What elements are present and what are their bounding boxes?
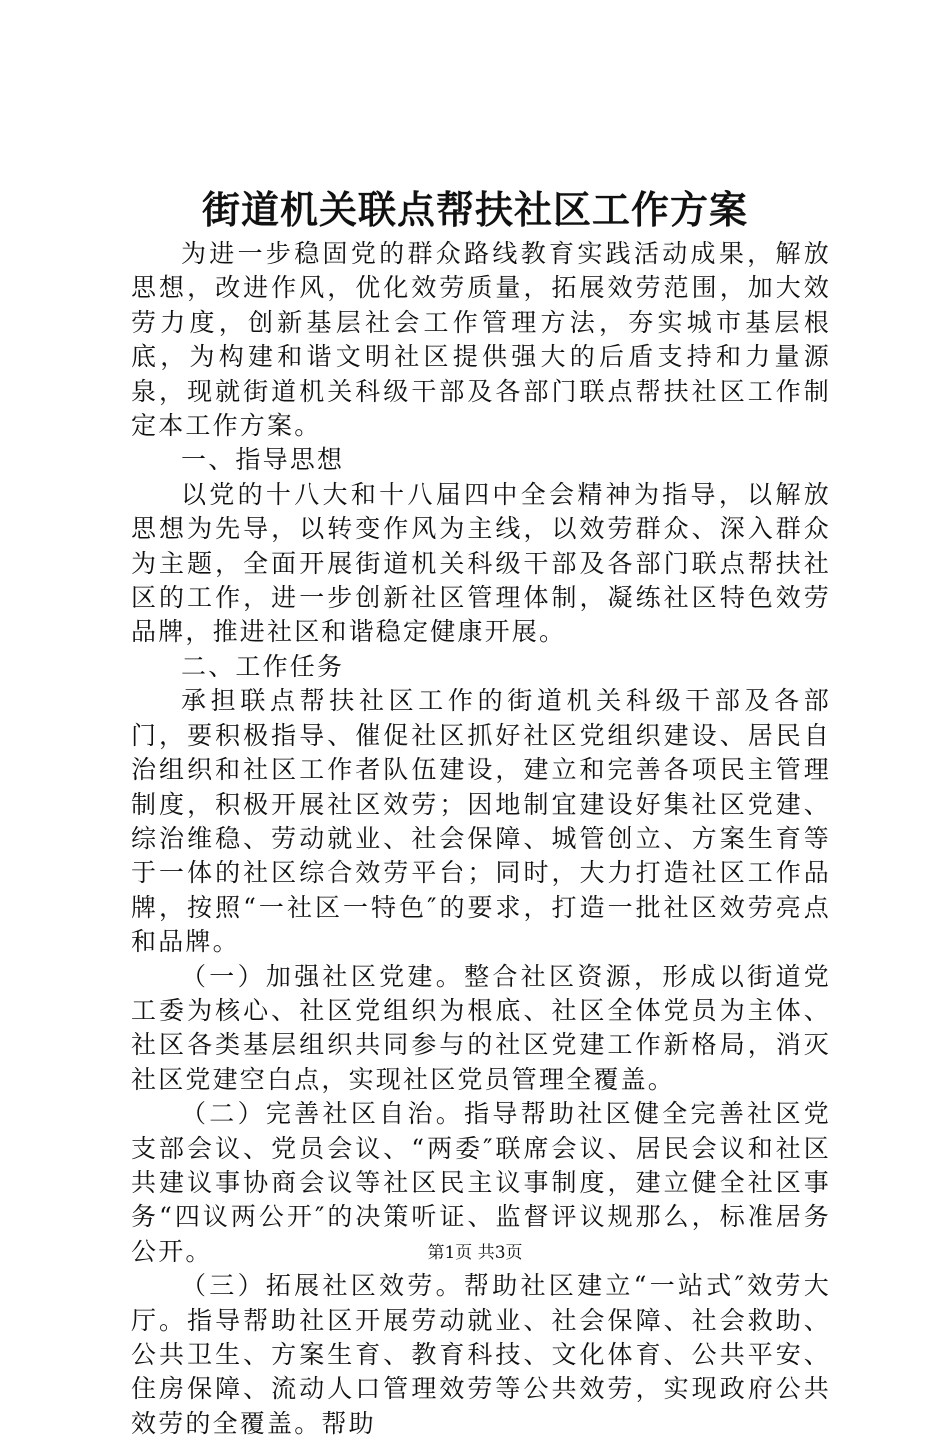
paragraph-community-service: （三）拓展社区效劳。帮助社区建立“一站式″效劳大厅。指导帮助社区开展劳动就业、社会保障、社会救助、公共卫生、方案生育、教育科技、文化体育、公共平安、住房保障、流动人口管理效劳等公共效劳，实现政府公共效劳的全覆盖。帮助 [131, 1271, 831, 1438]
page-title: 街道机关联点帮扶社区工作方案 [201, 187, 748, 232]
page-footer: 第1页 共3页 [427, 1243, 523, 1263]
paragraph-party-building: （一）加强社区党建。整合社区资源，形成以街道党工委为核心、社区党组织为根底、社区全体党员为主体、社区各类基层组织共同参与的社区党建工作新格局，消灭社区党建空白点，实现社区党员管理全覆盖。 [131, 961, 831, 1094]
paragraph-self-governance: （二）完善社区自治。指导帮助社区健全完善社区党支部会议、党员会议、“两委″联席会议、居民会议和社区共建议事协商会议等社区民主议事制度，建立健全社区事务“四议两公开″的决策听证、监督评议规那么，标准居务公开。 [131, 1099, 831, 1266]
paragraph-work-tasks: 承担联点帮扶社区工作的街道机关科级干部及各部门，要积极指导、催促社区抓好社区党组织建设、居民自治组织和社区工作者队伍建设，建立和完善各项民主管理制度，积极开展社区效劳；因地制宜建设好集社区党建、综治维稳、劳动就业、社会保障、城管创立、方案生育等于一体的社区综合效劳平台；同时，大力打造社区工作品牌，按照“一社区一特色″的要求，打造一批社区效劳亮点和品牌。 [131, 686, 831, 957]
section-heading-guiding-thought: 一、指导思想 [181, 445, 345, 475]
paragraph-intro: 为进一步稳固党的群众路线教育实践活动成果，解放思想，改进作风，优化效劳质量，拓展效劳范围，加大效劳力度，创新基层社会工作管理方法，夯实城市基层根底，为构建和谐文明社区提供强大的后盾支持和力量源泉，现就街道机关科级干部及各部门联点帮扶社区工作制定本工作方案。 [131, 239, 831, 441]
section-heading-work-tasks: 二、工作任务 [181, 651, 345, 681]
paragraph-guiding-thought: 以党的十八大和十八届四中全会精神为指导，以解放思想为先导，以转变作风为主线，以效劳群众、深入群众为主题，全面开展街道机关科级干部及各部门联点帮扶社区的工作，进一步创新社区管理体制，凝练社区特色效劳品牌，推进社区和谐稳定健康开展。 [131, 479, 831, 647]
